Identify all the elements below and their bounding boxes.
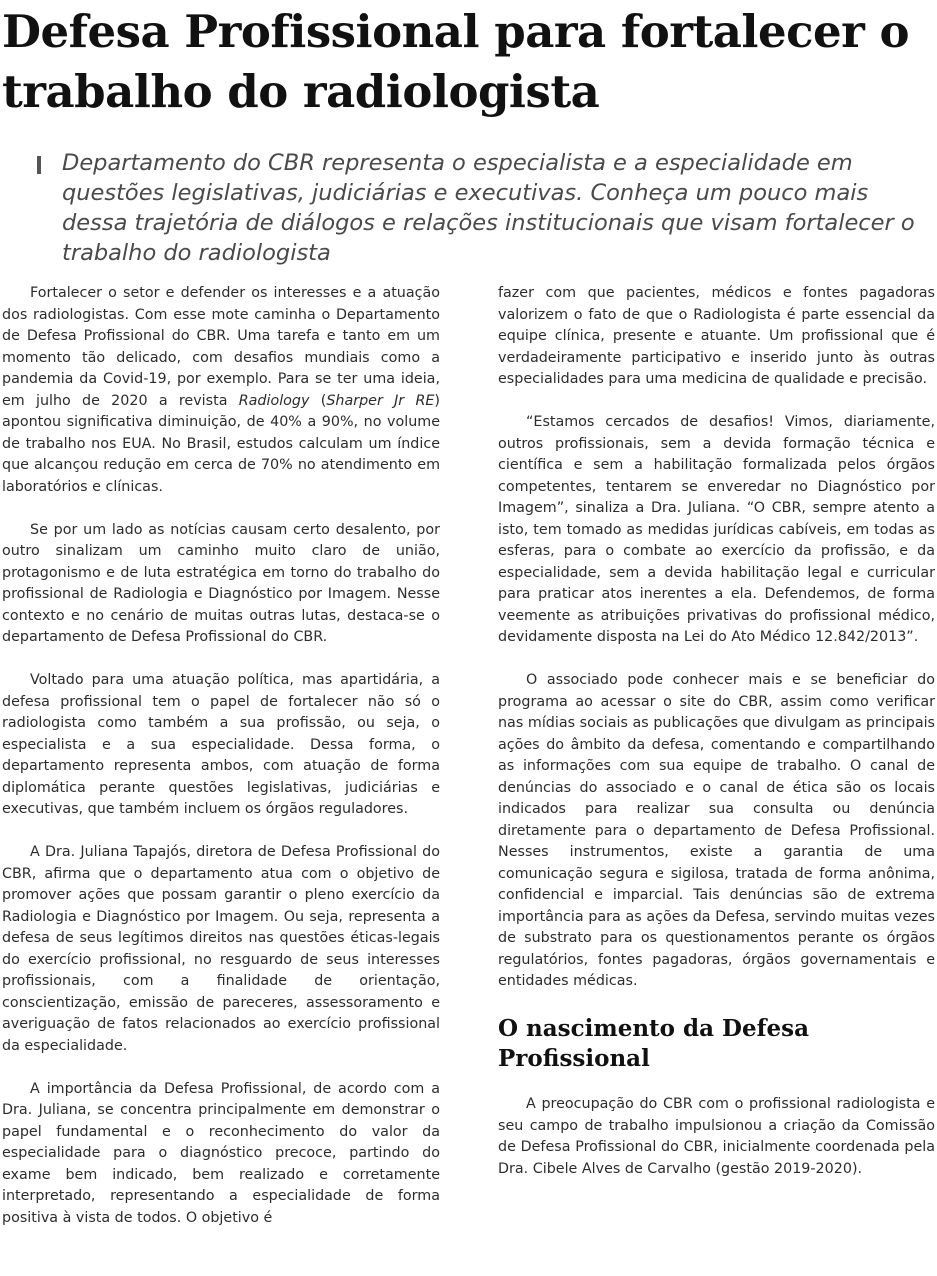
paragraph-4: A Dra. Juliana Tapajós, diretora de Defesa Profissional do CBR, afirma que o departamento atua com o objetivo de promover ações que possam garantir o pleno exercício da Radiologia e Diagnóstico por Imagem. Ou seja, representa a defesa de seus legítimos direitos nas questões éticas-legais do exercício profissional, no resguardo de seus interesses profissionais, com a finalidade de orientação, conscientização, emissão de pareceres, assessoramento e averiguação de fatos relacionados ao exercício profissional da especialidade. (2, 844, 440, 1054)
section-heading: O nascimento da Defesa Profissional (498, 1015, 809, 1072)
right-column (498, 283, 935, 1202)
source-author: Sharper Jr RE (326, 392, 435, 409)
journal-name: Radiology (238, 392, 310, 409)
paragraph-5: A importância da Defesa Profissional, de acordo com a Dra. Juliana, se concentra principalmente em demonstrar o papel fundamental e o reconhecimento do valor da especialidade para o diagnóstico precoce, partindo do exame bem indicado, bem realizado e corretamente interpretado, representando a especialidade de forma positiva à vista de todos. O objetivo é (2, 1080, 440, 1226)
paragraph-7: “Estamos cercados de desafios! Vimos, diariamente, outros profissionais, sem a devida formação técnica e científica e sem a habilitação formalizada pelos órgãos competentes, tentarem se enveredar no Diagnóstico por Imagem”, sinaliza a Dra. Juliana. “O CBR, sempre atento a isto, tem tomado as medidas jurídicas cabíveis, em todas as esferas, para o combate ao exercício da profissão, e da especialidade, sem a devida habilitação legal e curricular para praticar atos inerentes a ela. Defendemos, de forma veemente as atribuições privativas do profissional médico, devidamente disposta na Lei do Ato Médico 12.842/2013”. (498, 414, 935, 645)
paragraph-1: Fortalecer o setor e defender os interesses e a atuação dos radiologistas. Com esse mote caminha o Departamento de Defesa Profissional do CBR. Uma tarefa e tanto em um momento tão delicado, com desafios mundiais como a pandemia da Covid-19, por exemplo. Para se ter uma ideia, em julho de 2020 a revista Radiology (Sharper Jr RE) apontou significativa diminuição, de 40% a 90%, no volume de trabalho nos EUA. No Brasil, estudos calculam um índice que alcançou redução em cerca de 70% no atendimento em laboratórios e clínicas. (2, 285, 440, 495)
paragraph-9: A preocupação do CBR com o profissional radiologista e seu campo de trabalho impulsionou a criação da Comissão de Defesa Profissional do CBR, inicialmente coordenada pela Dra. Cibele Alves de Carvalho (gestão 2019-2020). (498, 1096, 935, 1177)
paragraph-3: Voltado para uma atuação política, mas apartidária, a defesa profissional tem o papel de fortalecer não só o radiologista como também a sua profissão, ou seja, o especialista e a sua especialidade. Dessa forma, o departamento representa ambos, com atuação de forma diplomática perante questões legislativas, judiciárias e executivas, que também incluem os órgãos reguladores. (2, 672, 440, 817)
article-title: Defesa Profissional para fortalecer o trabalho do radiologista (2, 5, 910, 118)
left-column (2, 283, 440, 1251)
paragraph-2: Se por um lado as notícias causam certo desalento, por outro sinalizam um caminho muito claro de união, protagonismo e de luta estratégica em torno do trabalho do profissional de Radiologia e Diagnóstico por Imagem. Nesse contexto e no cenário de muitas outras lutas, destaca-se o departamento de Defesa Profissional do CBR. (2, 521, 440, 645)
article-lede: Departamento do CBR representa o especialista e a especialidade em questões legislativas, judiciárias e executivas. Conheça um pouco mais dessa trajetória de diálogos e relações institucionais que visam fortalecer o trabalho do radiologista (62, 150, 915, 266)
paragraph-8: O associado pode conhecer mais e se beneficiar do programa ao acessar o site do CBR, assim como verificar nas mídias sociais as publicações que divulgam as principais ações do âmbito da defesa, comentando e compartilhando as informações com sua equipe de trabalho. O canal de denúncias do associado e o canal de ética são os locais indicados para realizar sua consulta ou denúncia diretamente para o departamento de Defesa Profissional. Nesses instrumentos, existe a garantia de uma comunicação segura e sigilosa, tratada de forma anônima, confidencial e imparcial. Tais denúncias são de extrema importância para as ações da Defesa, servindo muitas vezes de substrato para os questionamentos perante os órgãos regulatórios, fontes pagadoras, órgãos governamentais e entidades médicas. (498, 672, 935, 989)
lede-bar-decoration (37, 156, 41, 174)
paragraph-6: fazer com que pacientes, médicos e fontes pagadoras valorizem o fato de que o Radiologista é parte essencial da equipe clínica, presente e atuante. Um profissional que é verdadeiramente participativo e inserido junto às outras especialidades para uma medicina de qualidade e precisão. (498, 285, 935, 387)
